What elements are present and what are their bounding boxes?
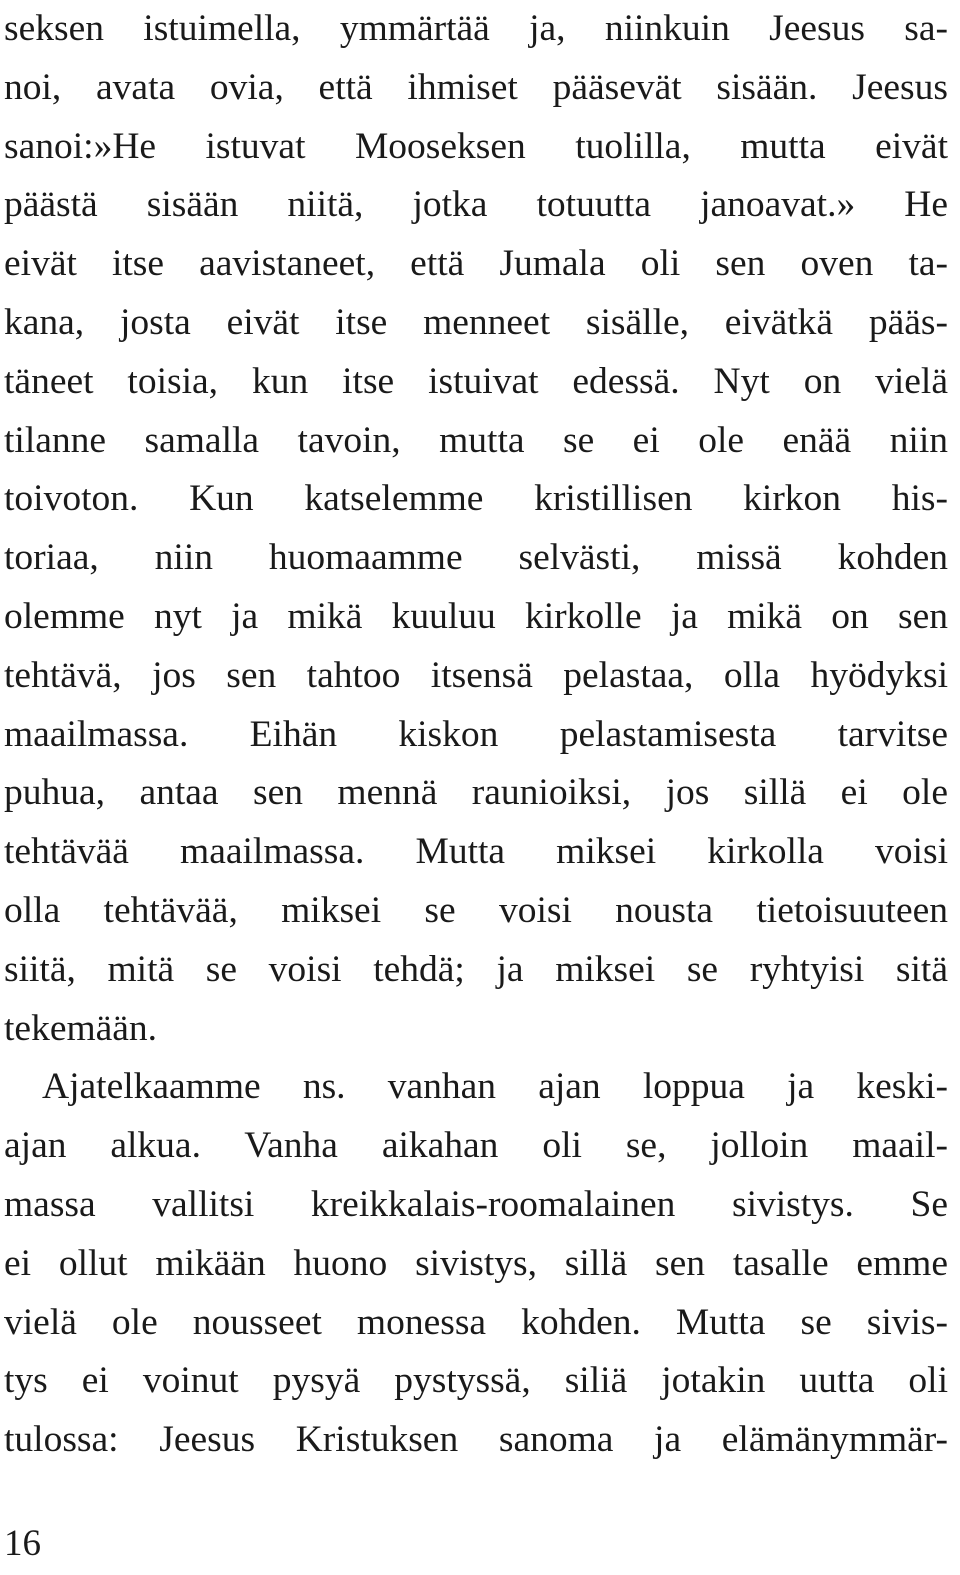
text-line: toivoton. Kun katselemme kristillisen kirkon his- — [4, 478, 948, 520]
text-line: kana, josta eivät itse menneet sisälle, eivätkä pääs- — [4, 301, 948, 343]
text-line: tulossa: Jeesus Kristuksen sanoma ja elämänymmär- — [4, 1419, 948, 1461]
text-line: ajan alkua. Vanha aikahan oli se, jolloin maail- — [4, 1125, 948, 1167]
text-line: päästä sisään niitä, jotka totuutta janoavat.» He — [4, 184, 948, 226]
text-line: olemme nyt ja mikä kuuluu kirkolle ja mikä on sen — [4, 595, 948, 637]
text-line: olla tehtävää, miksei se voisi nousta tietoisuuteen — [4, 889, 948, 931]
text-line: tilanne samalla tavoin, mutta se ei ole enää niin — [4, 419, 948, 461]
text-line: eivät itse aavistaneet, että Jumala oli sen oven ta- — [4, 243, 948, 285]
text-line: tehtävä, jos sen tahtoo itsensä pelastaa, olla hyödyksi — [4, 654, 948, 696]
text-line: maailmassa. Eihän kiskon pelastamisesta tarvitse — [4, 713, 948, 755]
text-line: toriaa, niin huomaamme selvästi, missä kohden — [4, 537, 948, 579]
text-line: siitä, mitä se voisi tehdä; ja miksei se ryhtyisi sitä — [4, 948, 948, 990]
text-line: Ajatelkaamme ns. vanhan ajan loppua ja keski- — [42, 1066, 948, 1108]
page-number: 16 — [4, 1523, 41, 1564]
text-line: massa vallitsi kreikkalais-roomalainen sivistys. Se — [4, 1183, 948, 1225]
text-line: vielä ole nousseet monessa kohden. Mutta se sivis- — [4, 1301, 948, 1343]
text-line: täneet toisia, kun itse istuivat edessä. Nyt on vielä — [4, 360, 948, 402]
text-line: tehtävää maailmassa. Mutta miksei kirkolla voisi — [4, 831, 948, 873]
text-line: noi, avata ovia, että ihmiset pääsevät sisään. Jeesus — [4, 66, 948, 108]
text-line: ei ollut mikään huono sivistys, sillä sen tasalle emme — [4, 1242, 948, 1284]
text-line: puhua, antaa sen mennä raunioiksi, jos sillä ei ole — [4, 772, 948, 814]
body-text — [4, 0, 948, 1470]
text-line: tekemään. — [4, 1007, 158, 1049]
text-line: tys ei voinut pysyä pystyssä, siliä jotakin uutta oli — [4, 1360, 948, 1402]
text-line: sanoi:»He istuvat Mooseksen tuolilla, mutta eivät — [4, 125, 948, 167]
text-line: seksen istuimella, ymmärtää ja, niinkuin Jeesus sa- — [4, 8, 948, 49]
